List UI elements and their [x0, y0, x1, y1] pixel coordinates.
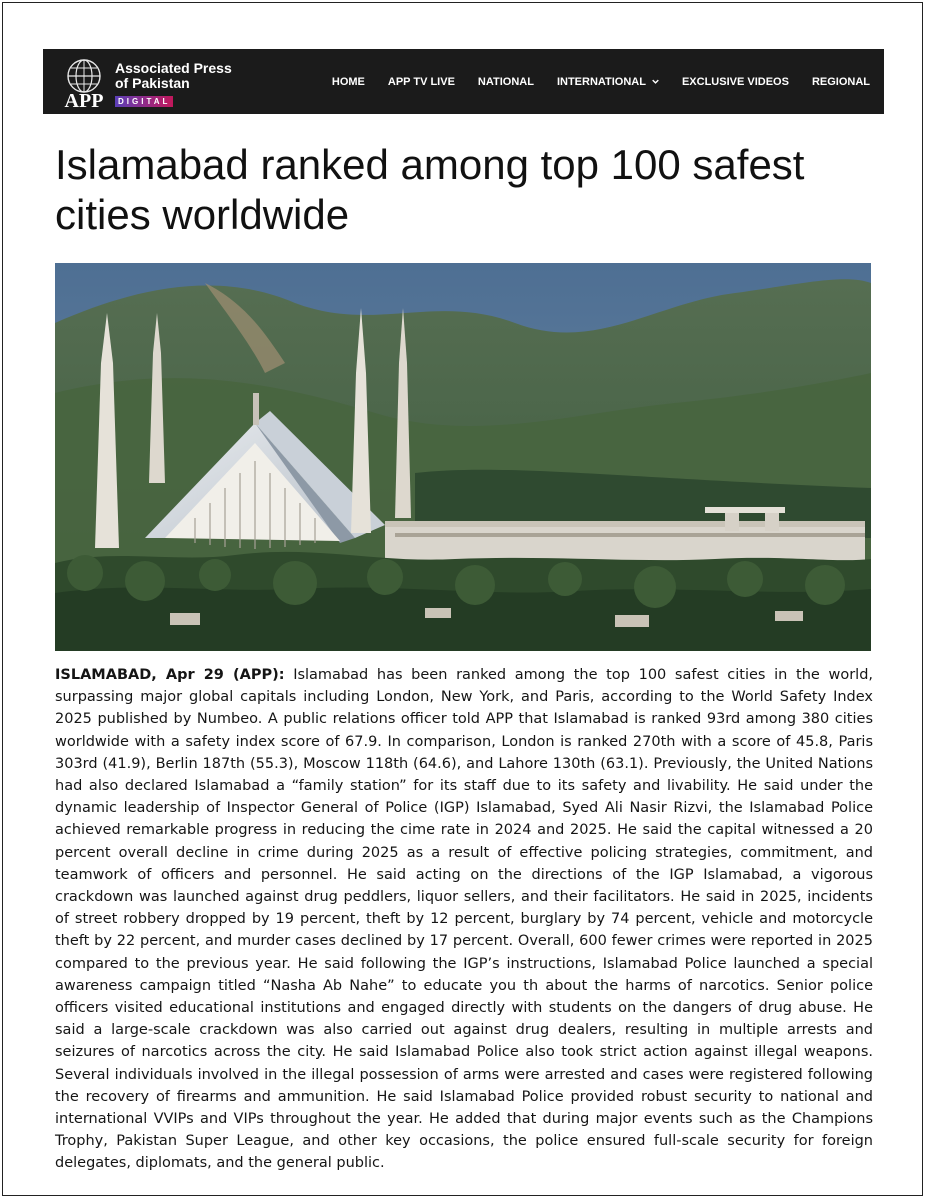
- logo-wordmark: [115, 61, 232, 109]
- nav-home[interactable]: [332, 76, 365, 88]
- article-dateline: ISLAMABAD, Apr 29 (APP):: [55, 667, 285, 683]
- nav-international[interactable]: [557, 76, 659, 88]
- site-header: [43, 49, 884, 114]
- nav-regional-label: REGIONAL: [811, 75, 870, 88]
- nav-app-tv-live-label: APP TV LIVE: [387, 75, 455, 88]
- app-globe-logo-icon: [61, 57, 107, 109]
- nav-home-label: HOME: [331, 75, 365, 88]
- logo-mark-text: APP: [64, 90, 104, 109]
- brand-name-line1: Associated Press: [115, 60, 232, 76]
- nav-exclusive-videos-label: EXCLUSIVE VIDEOS: [681, 75, 789, 88]
- chevron-down-icon: [652, 78, 659, 85]
- nav-regional[interactable]: [812, 76, 870, 88]
- nav-international-label: INTERNATIONAL: [556, 75, 646, 88]
- brand-name-line2: of Pakistan: [115, 75, 190, 91]
- app-logo[interactable]: [59, 57, 249, 109]
- article-body: [55, 664, 873, 1175]
- main-nav: [332, 49, 870, 114]
- article-headline: Islamabad ranked among top 100 safest cities worldwide: [55, 141, 805, 238]
- nav-exclusive-videos[interactable]: [682, 76, 789, 88]
- faisal-mosque-photo: [55, 263, 871, 651]
- digital-badge: DIGITAL: [115, 96, 173, 107]
- article-body-text: Islamabad has been ranked among the top 100 safest cities in the world, surpassing major global capitals including London, New York, and Paris, according to the World Safety Index 2025 published by Numbeo. A public relations officer told APP that Islamabad is ranked 93rd among 380 cities worldwide with a safety index score of 67.9. In comparison, London is ranked 270th with a score of 45.8, Paris 303rd (41.9), Berlin 187th (55.3), Moscow 118th (64.6), and Lahore 130th (63.1). Previously, the United Nations had also declared Islamabad a “family station” for its staff due to its safety and livability. He said under the dynamic leadership of Inspector General of Police (IGP) Islamabad, Syed Ali Nasir Rizvi, the Islamabad Police achieved remarkable progress in reducing the cime rate in 2024 and 2025. He said the capital witnessed a 20 percent overall decline in crime during 2025 as a result of effective policing strategies, commitment, and teamwork of officers and personnel. He said acting on the directions of the IGP Islamabad, a vigorous crackdown was launched against drug peddlers, liquor sellers, and their facilitators. He said in 2025, incidents of street robbery dropped by 19 percent, theft by 12 percent, burglary by 74 percent, vehicle and motorcycle theft by 22 percent, and murder cases declined by 17 percent. Overall, 600 fewer crimes were reported in 2025 compared to the previous year. He said following the IGP’s instructions, Islamabad Police launched a special awareness campaign titled “Nasha Ab Nahe” to educate you th about the harms of narcotics. Senior police officers visited educational institutions and engaged directly with students on the dangers of drug abuse. He said a large-scale crackdown was also carried out against drug dealers, resulting in multiple arrests and seizures of narcotics across the city. He said Islamabad Police also took strict action against illegal weapons. Several individuals involved in the illegal possession of arms were arrested and cases were registered following the recovery of firearms and ammunition. He said Islamabad Police provided robust security to national and international VVIPs and VIPs throughout the year. He added that during major events such as the Champions Trophy, Pakistan Super League, and other key occasions, the police ensured full-scale security for foreign delegates, diplomats, and the general public.: [55, 667, 874, 1172]
- nav-national[interactable]: [478, 76, 534, 88]
- nav-national-label: NATIONAL: [477, 75, 534, 88]
- nav-app-tv-live[interactable]: [388, 76, 455, 88]
